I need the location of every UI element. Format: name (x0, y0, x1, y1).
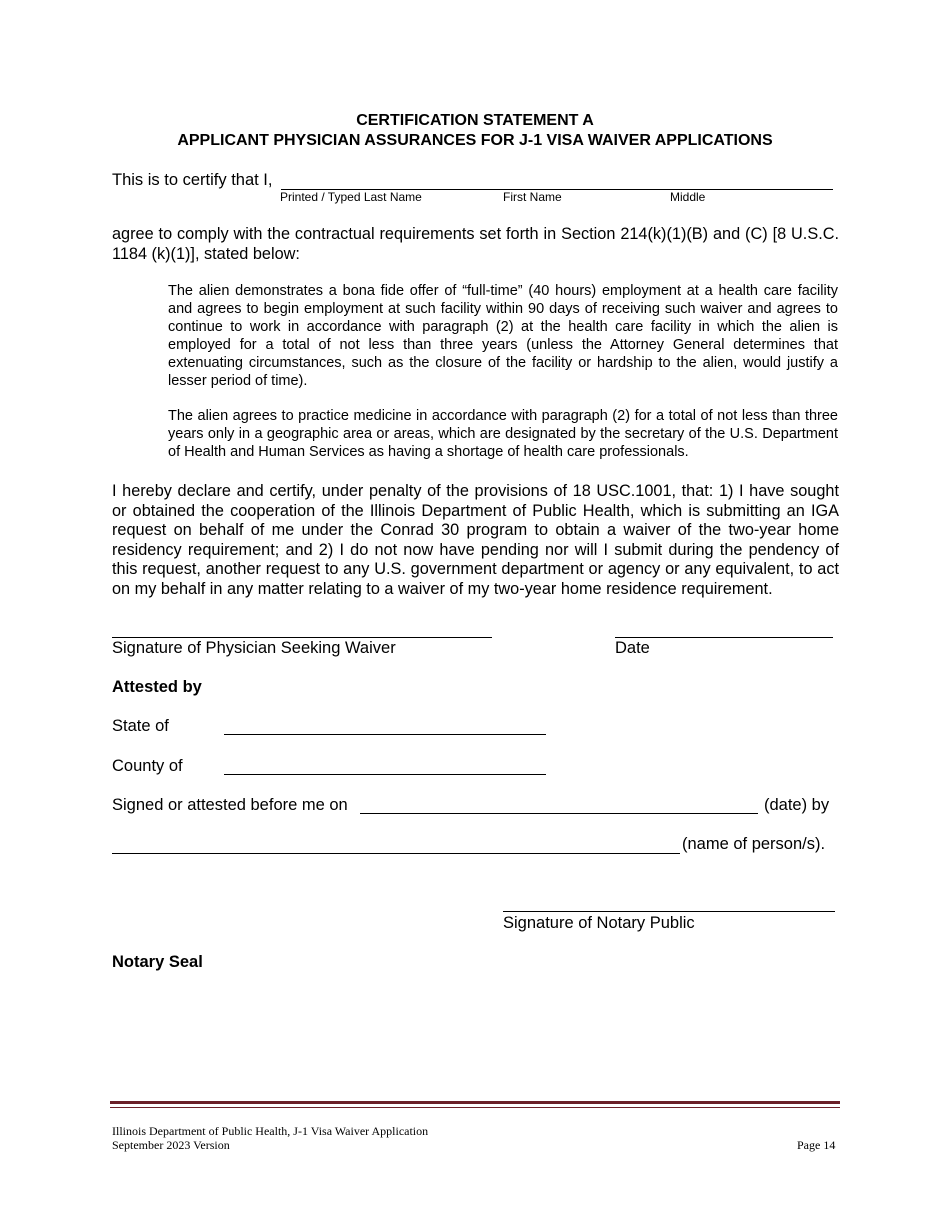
agree-paragraph: agree to comply with the contractual requirements set forth in Section 214(k)(1)(B) and (C) [8 U.S.C. 1184 (k)(1)], stated below: (112, 225, 839, 263)
indented-paragraph-employment: The alien demonstrates a bona fide offer of “full-time” (40 hours) employment at a health care facility and agrees to begin employment at such facility within 90 days of receiving such waiver and agrees to continue to work in accordance with paragraph (2) at the health care facility in which the alien is employed for a total of not less than three years (unless the Attorney General determines that extenuating circumstances, such as the closure of the facility or hardship to the alien, would justify a lesser period of time). (168, 283, 838, 389)
notary-signature-label: Signature of Notary Public (503, 914, 695, 932)
footer-rule-thin (110, 1107, 840, 1108)
physician-signature-field[interactable] (112, 637, 492, 638)
indented-paragraph-geographic: The alien agrees to practice medicine in accordance with paragraph (2) for a total of not less than three years only in a geographic area or areas, which are designated by the secretary of the U.S. Department of Health and Human Services as having a shortage of health care professionals. (168, 408, 838, 460)
footer-version: September 2023 Version (112, 1138, 230, 1152)
label-first-name: First Name (503, 190, 562, 204)
signed-before-label: Signed or attested before me on (112, 796, 348, 814)
persons-name-field[interactable] (112, 853, 680, 854)
footer-page-number: Page 14 (797, 1138, 836, 1152)
county-field[interactable] (224, 774, 546, 775)
state-label: State of (112, 717, 169, 735)
page-title: CERTIFICATION STATEMENT A (356, 112, 594, 129)
notary-seal-heading: Notary Seal (112, 953, 203, 971)
footer-rule-thick (110, 1101, 840, 1104)
state-field[interactable] (224, 734, 546, 735)
physician-signature-label: Signature of Physician Seeking Waiver (112, 639, 396, 657)
signature-date-field[interactable] (615, 637, 833, 638)
attest-date-field[interactable] (360, 813, 758, 814)
declaration-paragraph: I hereby declare and certify, under penalty of the provisions of 18 USC.1001, that: 1) I have sought or obtained the cooperation of the Illinois Department of Public Health, which is submitting an IGA request on behalf of me under the Conrad 30 program to obtain a waiver of the two-year home residency requirement; and 2) I do not now have pending nor will I submit during the pendency of this request, another request to any U.S. government department or agency or any equivalent, to act on my behalf in any matter relating to a waiver of my two-year home residence requirement. (112, 482, 839, 598)
label-middle-name: Middle (670, 190, 706, 204)
footer-agency: Illinois Department of Public Health, J-1 Visa Waiver Application (112, 1124, 429, 1138)
date-label: Date (615, 639, 650, 657)
attested-by-heading: Attested by (112, 678, 202, 696)
page-subtitle: APPLICANT PHYSICIAN ASSURANCES FOR J-1 VISA WAIVER APPLICATIONS (177, 132, 773, 149)
date-by-label: (date) by (764, 796, 830, 814)
name-persons-label: (name of person/s). (682, 835, 826, 853)
label-last-name: Printed / Typed Last Name (280, 190, 422, 204)
notary-signature-field[interactable] (503, 911, 835, 912)
county-label: County of (112, 757, 183, 775)
certify-intro: This is to certify that I, (112, 171, 273, 189)
